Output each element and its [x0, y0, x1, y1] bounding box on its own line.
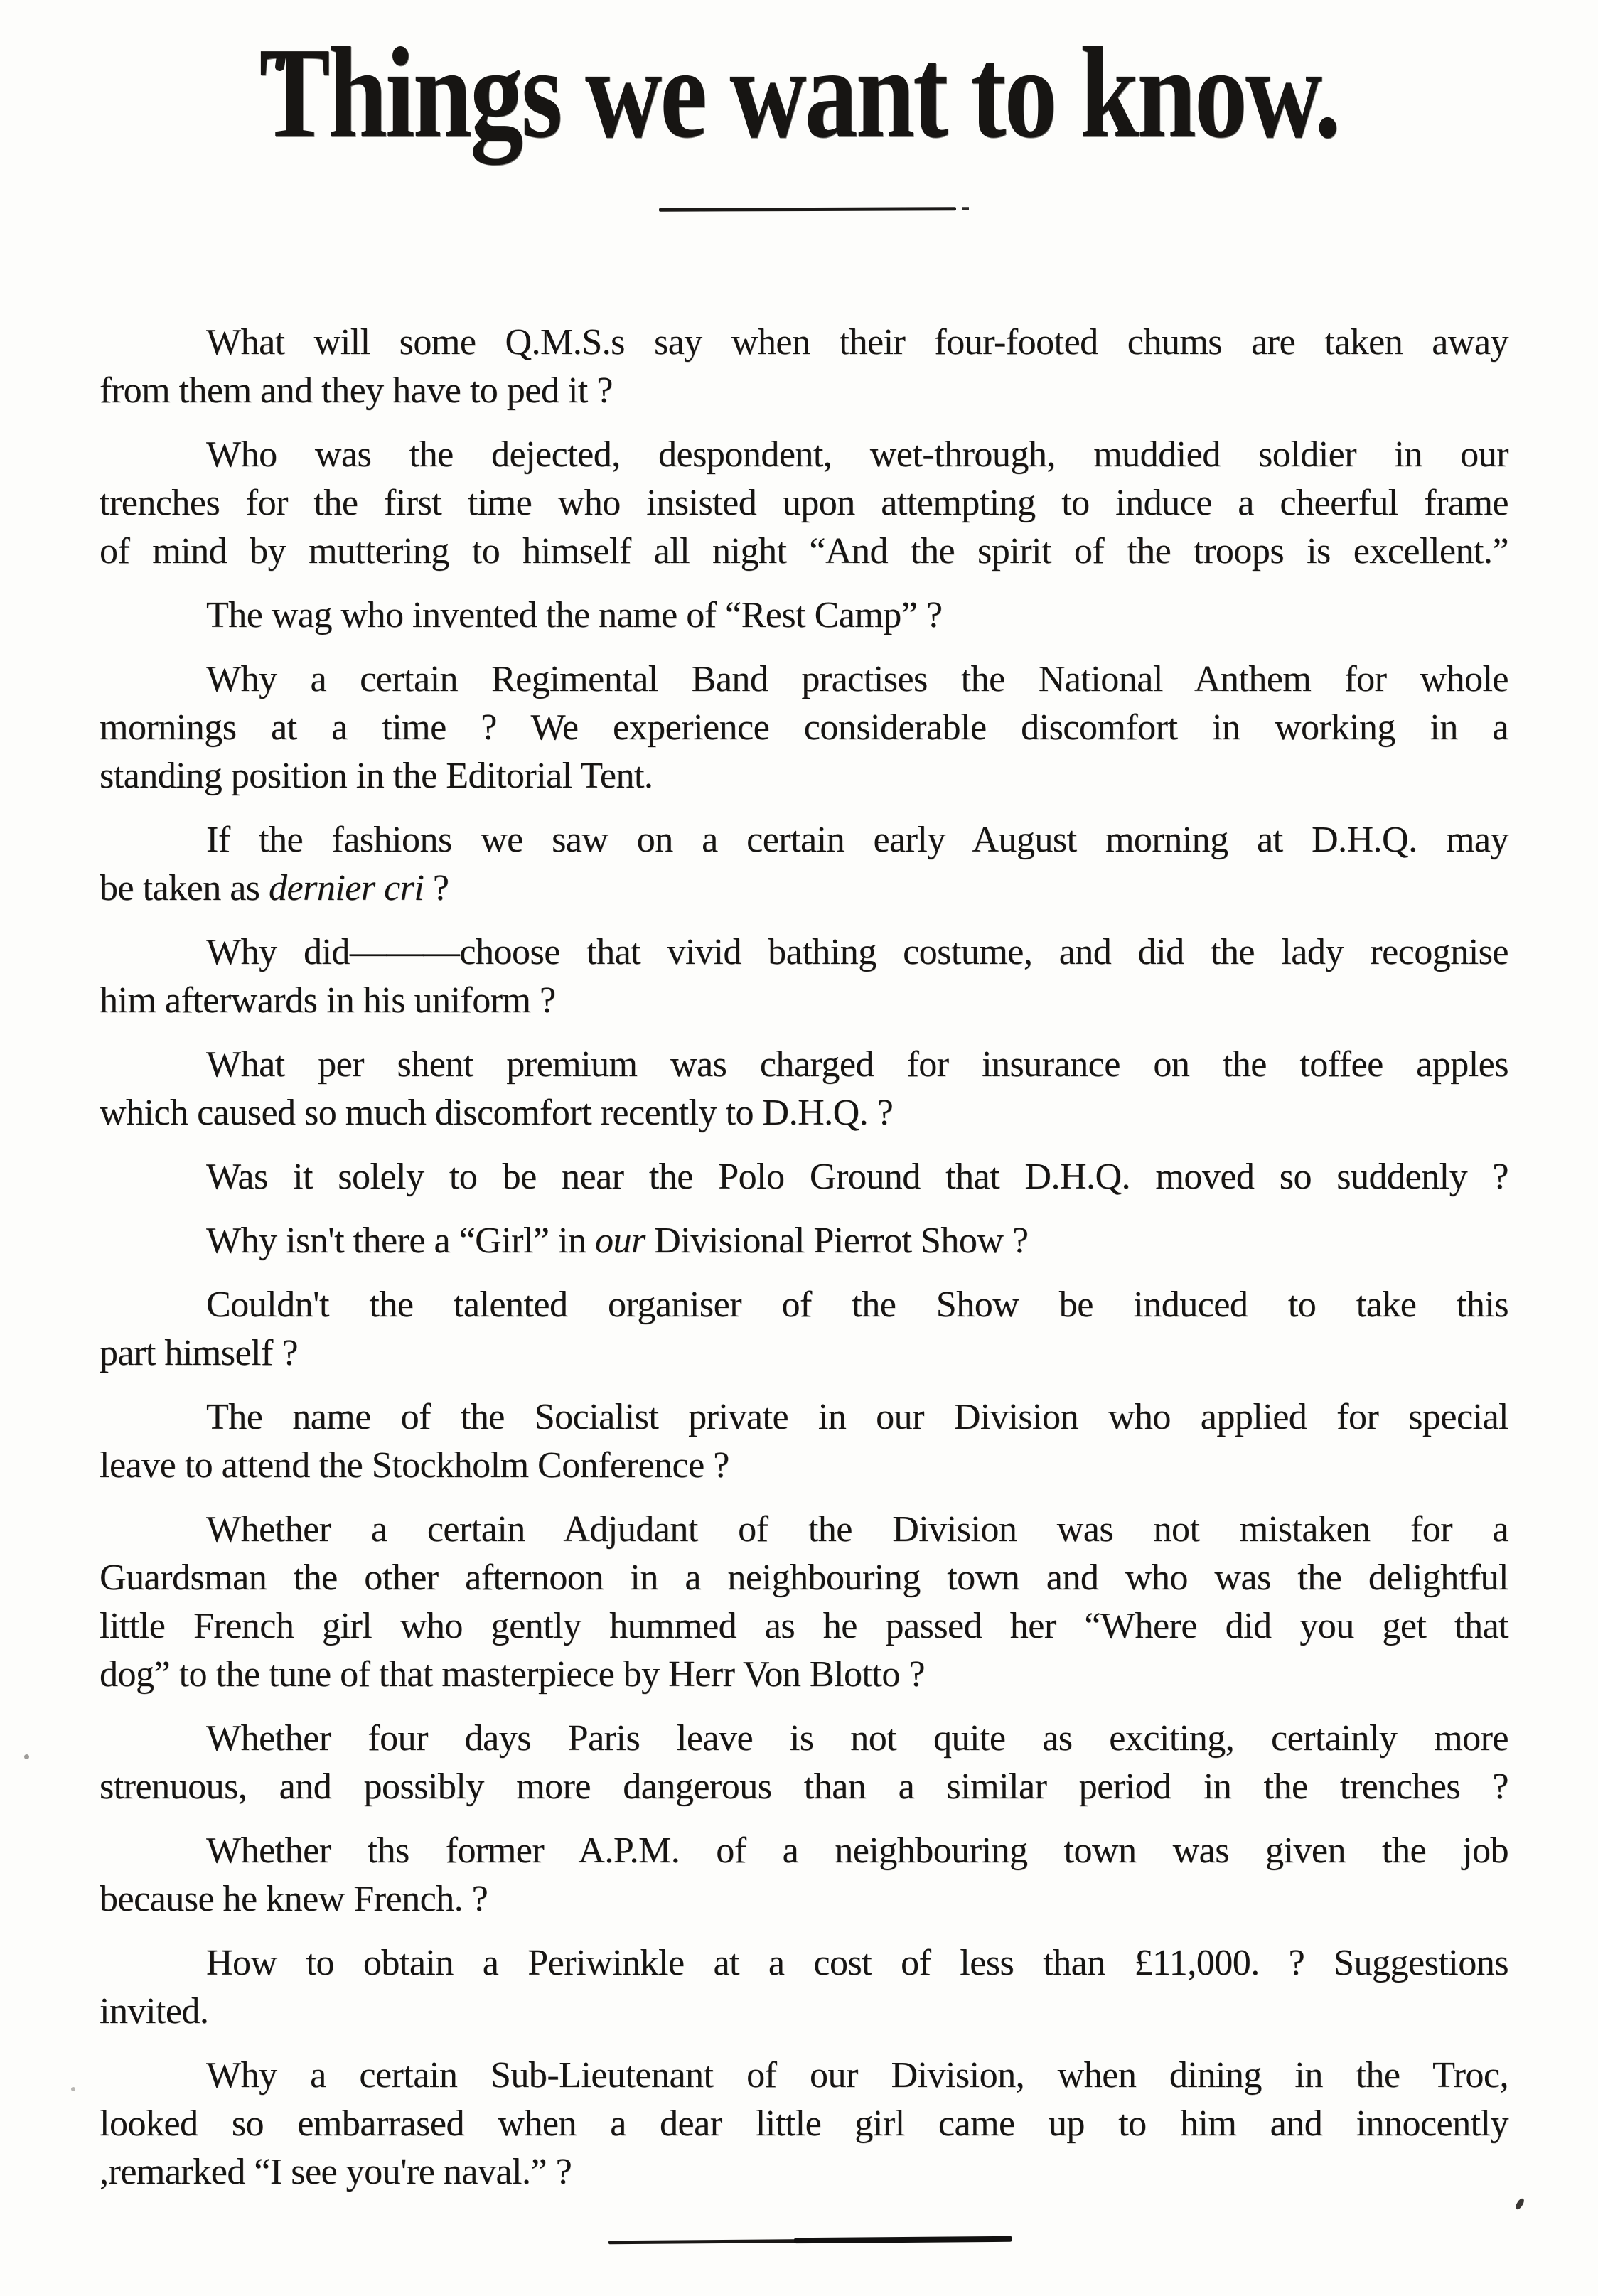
- paragraph: [100, 1939, 1508, 2036]
- ink-speckle: [1514, 2197, 1525, 2211]
- text-line: part himself ?: [100, 1333, 298, 1373]
- paragraph: [100, 1217, 1508, 1265]
- text-line: Whether a certain Adjudant of the Division was not mistaken for a: [206, 1509, 1508, 1550]
- paragraph: [100, 318, 1508, 415]
- paragraph: [100, 928, 1508, 1025]
- paragraph: [100, 1281, 1508, 1378]
- text-line: If the fashions we saw on a certain early August morning at D.H.Q. may: [206, 820, 1508, 860]
- text-line: ,remarked “I see you're naval.” ?: [100, 2152, 572, 2192]
- text-line: mornings at a time ? We experience considerable discomfort in working in a: [100, 707, 1508, 748]
- text-line: The name of the Socialist private in our Division who applied for special: [206, 1397, 1508, 1437]
- text-line: Why isn't there a “Girl” in our Divisional Pierrot Show ?: [206, 1221, 1029, 1261]
- paragraph: [100, 655, 1508, 800]
- text-line: Who was the dejected, despondent, wet-through, muddied soldier in our: [206, 434, 1508, 475]
- text-line: be taken as dernier cri ?: [100, 868, 449, 908]
- text-line: What will some Q.M.S.s say when their four-footed chums are taken away: [206, 322, 1508, 363]
- text-line: How to obtain a Periwinkle at a cost of less than £11,000. ? Suggestions: [206, 1943, 1508, 1983]
- text-line: him afterwards in his uniform ?: [100, 980, 556, 1021]
- text-line: Whether four days Paris leave is not quite as exciting, certainly more: [206, 1718, 1508, 1759]
- text-line: Why did———choose that vivid bathing costume, and did the lady recognise: [206, 932, 1508, 972]
- page-header: [0, 18, 1598, 166]
- paragraph: [100, 816, 1508, 913]
- text-line: Guardsman the other afternoon in a neighbouring town and who was the delightful: [100, 1557, 1508, 1598]
- paragraph: [100, 591, 1508, 640]
- ink-speckle: [71, 2087, 75, 2091]
- text-line: What per shent premium was charged for insurance on the toffee apples: [206, 1044, 1508, 1085]
- text-line: which caused so much discomfort recently to D.H.Q. ?: [100, 1093, 894, 1133]
- text-line: little French girl who gently hummed as he passed her “Where did you get that: [100, 1606, 1508, 1646]
- page-title: Things we want to know.: [259, 21, 1339, 166]
- paragraph: [100, 1827, 1508, 1924]
- text-line: looked so embarrased when a dear little girl came up to him and innocently: [100, 2103, 1508, 2144]
- paragraph: [100, 1715, 1508, 1811]
- text-line: strenuous, and possibly more dangerous than a similar period in the trenches ?: [100, 1766, 1508, 1807]
- text-line: Whether ths former A.P.M. of a neighbouring town was given the job: [206, 1830, 1508, 1871]
- text-line: Why a certain Sub-Lieutenant of our Division, when dining in the Troc,: [206, 2055, 1508, 2096]
- text-line: leave to attend the Stockholm Conference ?: [100, 1445, 729, 1486]
- text-line: dog” to the tune of that masterpiece by Herr Von Blotto ?: [100, 1654, 925, 1695]
- text-line: Was it solely to be near the Polo Ground that D.H.Q. moved so suddenly ?: [206, 1157, 1508, 1197]
- text-line: The wag who invented the name of “Rest Camp” ?: [206, 595, 943, 635]
- text-line: invited.: [100, 1991, 209, 2032]
- paragraph: [100, 1393, 1508, 1490]
- title-divider: [659, 207, 956, 211]
- text-line: because he knew French. ?: [100, 1879, 488, 1919]
- paragraph: [100, 2051, 1508, 2196]
- text-line: standing position in the Editorial Tent.: [100, 756, 653, 796]
- paragraph: [100, 1506, 1508, 1699]
- article-body: [100, 318, 1508, 2212]
- text-line: Why a certain Regimental Band practises the National Anthem for whole: [206, 659, 1508, 699]
- paragraph: [100, 1153, 1508, 1201]
- text-line: Couldn't the talented organiser of the Show be induced to take this: [206, 1284, 1508, 1325]
- paragraph: [100, 1041, 1508, 1137]
- text-line: trenches for the first time who insisted upon attempting to induce a cheerful frame: [100, 483, 1508, 523]
- paragraph: [100, 431, 1508, 576]
- ink-speckle: [24, 1754, 29, 1759]
- footer-divider: [608, 2238, 1012, 2244]
- text-line: from them and they have to ped it ?: [100, 370, 613, 411]
- text-line: of mind by muttering to himself all night “And the spirit of the troops is excellent.”: [100, 531, 1508, 572]
